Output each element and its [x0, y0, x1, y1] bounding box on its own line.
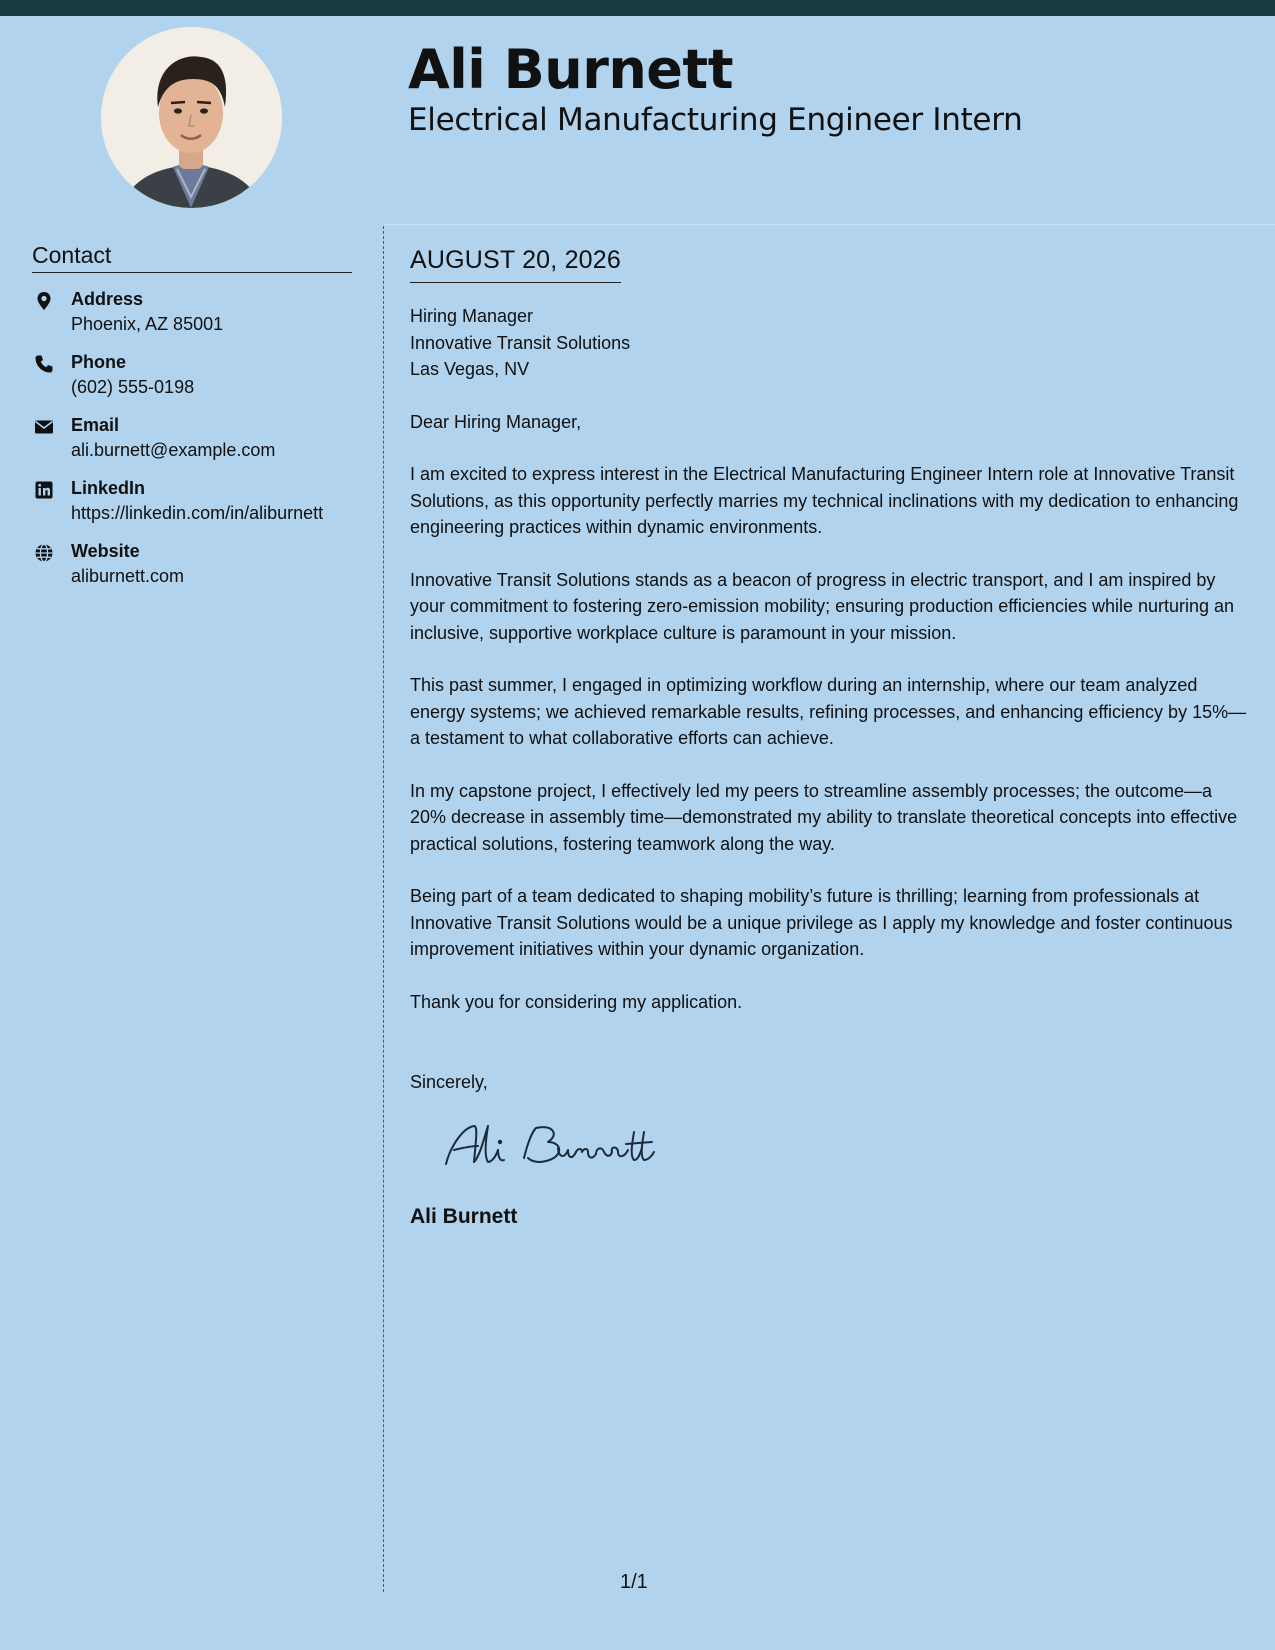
contact-website: [32, 539, 352, 589]
email-link[interactable]: ali.burnett@example.com: [71, 440, 276, 460]
contact-label: LinkedIn: [71, 478, 146, 498]
top-bar: [0, 0, 1275, 16]
profile-photo: [101, 27, 282, 208]
phone-icon: [34, 354, 54, 374]
contact-label: Address: [71, 289, 144, 309]
handwritten-signature: [440, 1118, 1250, 1174]
recipient-line: Hiring Manager: [410, 306, 534, 326]
header-divider: [384, 224, 1275, 225]
contact-phone: [32, 350, 352, 400]
contact-label: Website: [71, 541, 140, 561]
column-divider: [383, 226, 384, 1592]
contact-value: (602) 555-0198: [71, 377, 195, 397]
letter-paragraph: Being part of a team dedicated to shaping mobility’s future is thrilling; learning from professionals at Innovative Transit Solutions would be a unique privilege as I apply my knowledge and foster continuous improvement initiatives within your dynamic organization.: [410, 886, 1233, 959]
contact-linkedin: [32, 476, 352, 526]
contact-address: [32, 287, 352, 337]
contact-email: [32, 413, 352, 463]
recipient-block: [410, 303, 1250, 383]
page-number: 1/1: [620, 1571, 648, 1593]
contact-label: Phone: [71, 352, 127, 372]
envelope-icon: [34, 417, 54, 437]
signature-image: [440, 1118, 670, 1174]
linkedin-link[interactable]: https://linkedin.com/in/aliburnett: [71, 503, 324, 523]
letter-paragraph: Thank you for considering my application.: [410, 991, 743, 1012]
contact-value: Phoenix, AZ 85001: [71, 314, 224, 334]
candidate-name: Ali Burnett: [408, 38, 734, 101]
letter-paragraph: In my capstone project, I effectively led my peers to streamline assembly processes; the outcome—a 20% decrease in assembly time—demonstrated my ability to translate theoretical concepts into effective practical solutions, fostering teamwork along the way.: [410, 780, 1238, 854]
letter-paragraph: I am excited to express interest in the Electrical Manufacturing Engineer Intern role at Innovative Transit Solutions, as this opportunity perfectly marries my technical inclinations with my dedication to enhancing engineering practices within dynamic environments.: [410, 464, 1239, 537]
letter-paragraph: Innovative Transit Solutions stands as a beacon of progress in electric transport, and I am inspired by your commitment to fostering zero-emission mobility; ensuring production efficiencies while nurturing an inclusive, supportive workplace culture is paramount in your mission.: [410, 569, 1235, 643]
recipient-line: Las Vegas, NV: [410, 359, 530, 379]
globe-icon: [34, 543, 54, 563]
contact-label: Email: [71, 415, 120, 435]
letter-paragraph: This past summer, I engaged in optimizing workflow during an internship, where our team analyzed energy systems; we achieved remarkable results, refining processes, and enhancing efficiency by 15%—a testament to what collaborative efforts can achieve.: [410, 675, 1247, 748]
recipient-line: Innovative Transit Solutions: [410, 332, 631, 353]
website-link[interactable]: aliburnett.com: [71, 566, 185, 586]
avatar: [101, 27, 282, 208]
cover-letter: [410, 244, 1250, 1256]
salutation: Dear Hiring Manager,: [410, 411, 582, 432]
contact-title: Contact: [32, 240, 352, 273]
map-pin-icon: [34, 291, 54, 311]
letter-date: AUGUST 20, 2026: [410, 244, 621, 283]
closing: Sincerely,: [410, 1072, 488, 1092]
linkedin-icon: [34, 480, 54, 500]
contact-sidebar: [32, 240, 352, 602]
signer-name: Ali Burnett: [410, 1204, 518, 1228]
candidate-role: Electrical Manufacturing Engineer Intern: [408, 102, 1023, 138]
